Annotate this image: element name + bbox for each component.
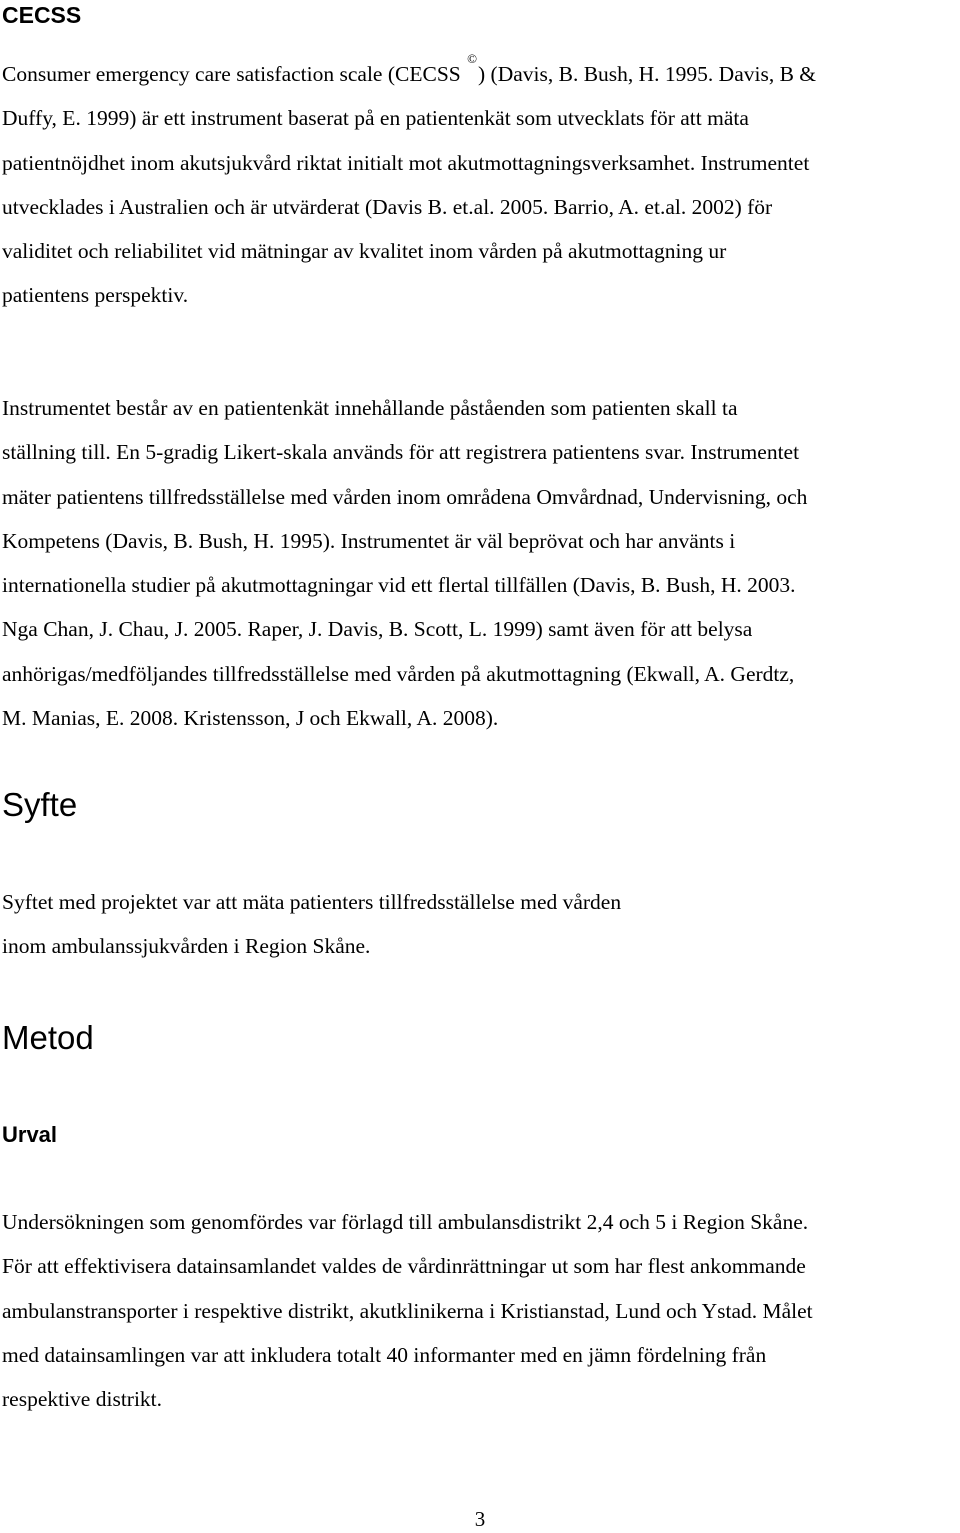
paragraph-line: Undersökningen som genomfördes var förlagd till ambulansdistrikt 2,4 och 5 i Region Skåne. (2, 1210, 809, 1234)
section-heading-syfte: Syfte (2, 786, 78, 823)
paragraph-line: inom ambulanssjukvården i Region Skåne. (2, 934, 371, 959)
paragraph-line: Nga Chan, J. Chau, J. 2005. Raper, J. Davis, B. Scott, L. 1999) samt även för att belysa (2, 617, 753, 642)
urval-paragraph (2, 1200, 957, 1421)
paragraph-line: För att effektivisera datainsamlandet valdes de vårdinrättningar ut som har flest ankommande (2, 1254, 806, 1279)
intro-first-line (2, 52, 957, 96)
cecss-description-paragraph (2, 386, 957, 740)
paragraph-line: anhörigas/medföljandes tillfredsställelse med vården på akutmottagning (Ekwall, A. Gerdtz, (2, 661, 795, 686)
syfte-paragraph (2, 880, 957, 969)
paragraph-line: Kompetens (Davis, B. Bush, H. 1995). Instrumentet är väl beprövat och har använts i (2, 528, 736, 553)
intro-line-start: Consumer emergency care satisfaction scale (CECSS (2, 62, 461, 86)
paragraph-line: Duffy, E. 1999) är ett instrument baserat på en patientenkät som utvecklats för att mäta (2, 106, 749, 131)
paragraph-line: Syftet med projektet var att mäta patienters tillfredsställelse med vården (2, 890, 622, 914)
paragraph-line: patientnöjdhet inom akutsjukvård riktat initialt mot akutmottagningsverksamhet. Instrumentet (2, 150, 810, 175)
paragraph-line: mäter patientens tillfredsställelse med vården inom områdena Omvårdnad, Undervisning, och (2, 484, 808, 509)
paragraph-line: ambulanstransporter i respektive distrikt, akutklinikerna i Kristianstad, Lund och Ystad. Målet (2, 1298, 813, 1323)
paragraph-line: patientens perspektiv. (2, 283, 189, 308)
paragraph-line: ställning till. En 5-gradig Likert-skala används för att registrera patientens svar. Instrumentet (2, 440, 800, 465)
paragraph-line: Instrumentet består av en patientenkät innehållande påståenden som patienten skall ta (2, 396, 738, 420)
paragraph-line: med datainsamlingen var att inkludera totalt 40 informanter med en jämn fördelning från (2, 1342, 767, 1367)
paragraph-line: M. Manias, E. 2008. Kristensson, J och Ekwall, A. 2008). (2, 706, 499, 731)
intro-line-end: ) (Davis, B. Bush, H. 1995. Davis, B & (478, 62, 817, 86)
paragraph-line: utvecklades i Australien och är utvärderat (Davis B. et.al. 2005. Barrio, A. et.al. 2002) för (2, 194, 773, 219)
section-heading-cecss: CECSS (2, 2, 82, 28)
page-number: 3 (474, 1507, 486, 1531)
subsection-heading-urval: Urval (2, 1122, 58, 1147)
section-heading-metod: Metod (2, 1019, 94, 1056)
paragraph-line: internationella studier på akutmottagningar vid ett flertal tillfällen (Davis, B. Bush, H. 2003. (2, 573, 796, 598)
copyright-mark: © (467, 51, 477, 66)
cecss-intro-paragraph (2, 52, 957, 318)
paragraph-line: respektive distrikt. (2, 1387, 163, 1412)
paragraph-line: validitet och reliabilitet vid mätningar av kvalitet inom vården på akutmottagning ur (2, 239, 727, 264)
